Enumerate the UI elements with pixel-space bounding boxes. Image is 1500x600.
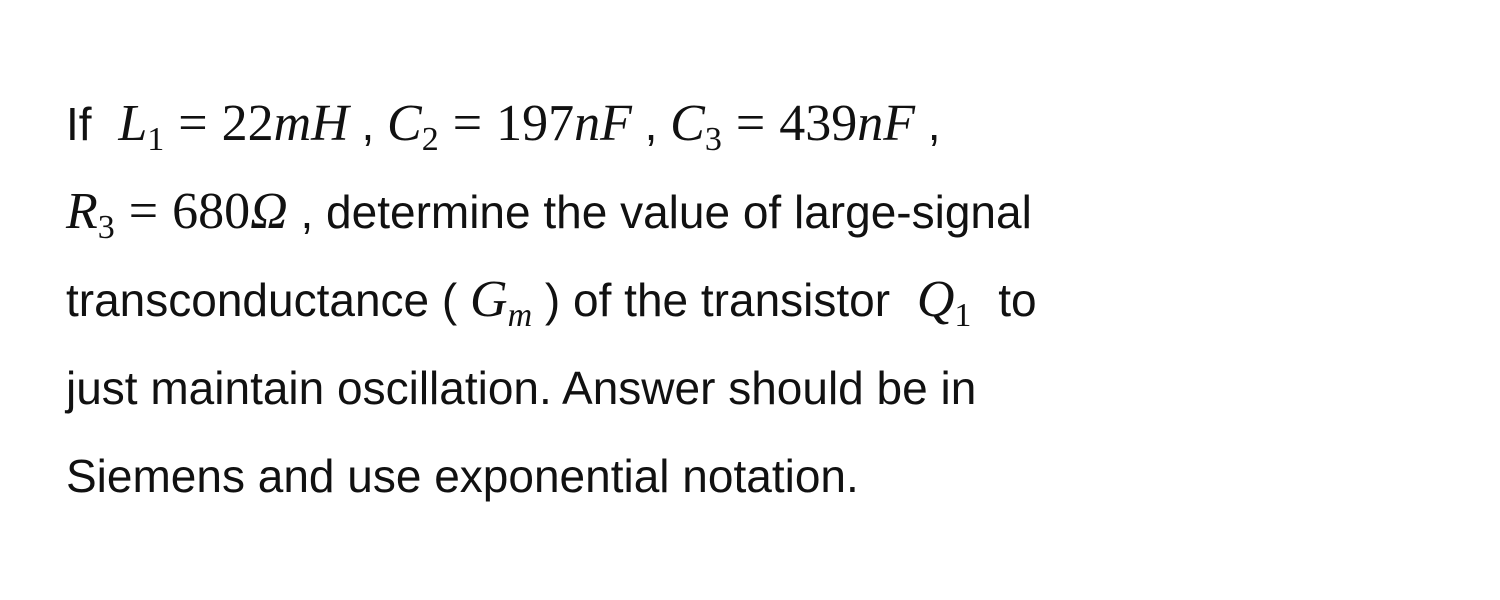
question-text <box>66 80 1446 520</box>
l1-unit: mH <box>273 95 349 152</box>
equals-sign: = <box>178 95 208 152</box>
text-of-transistor: ) of the transistor <box>544 274 891 326</box>
r3-equation <box>66 183 288 246</box>
l1-symbol: L <box>118 95 148 152</box>
question-line-4: just maintain oscillation. Answer should be in <box>66 362 977 414</box>
c3-symbol: C <box>670 95 705 152</box>
gm-subscript: m <box>507 297 533 334</box>
c3-equation <box>670 95 915 158</box>
q1-symbol-group <box>916 271 972 334</box>
comma: , <box>361 98 375 150</box>
word-if: If <box>66 98 92 150</box>
c2-symbol: C <box>387 95 422 152</box>
gm-symbol-group <box>470 271 533 334</box>
c3-subscript: 3 <box>704 121 722 158</box>
l1-value: 22 <box>221 95 274 152</box>
c3-unit: nF <box>857 95 915 152</box>
text-determine: , determine the value of large-signal <box>300 186 1032 238</box>
text-transconductance: transconductance ( <box>66 274 458 326</box>
comma: , <box>644 98 658 150</box>
l1-subscript: 1 <box>147 121 165 158</box>
r3-subscript: 3 <box>97 209 115 246</box>
question-line-3 <box>66 256 1446 344</box>
equals-sign: = <box>128 183 159 240</box>
text-to: to <box>998 274 1037 326</box>
equals-sign: = <box>735 95 766 152</box>
c3-value: 439 <box>779 95 858 152</box>
question-line-1 <box>66 80 1446 168</box>
q1-symbol: Q <box>916 271 955 328</box>
equals-sign: = <box>452 95 483 152</box>
c2-subscript: 2 <box>421 121 439 158</box>
c2-equation <box>387 95 632 158</box>
q1-subscript: 1 <box>954 297 972 334</box>
question-line-5: Siemens and use exponential notation. <box>66 450 859 502</box>
question-line-2 <box>66 168 1446 256</box>
c2-unit: nF <box>574 95 632 152</box>
comma: , <box>927 98 941 150</box>
r3-value: 680 <box>172 183 251 240</box>
c2-value: 197 <box>496 95 575 152</box>
r3-symbol: R <box>66 183 98 240</box>
l1-equation <box>118 95 349 158</box>
gm-symbol: G <box>470 271 508 328</box>
r3-unit: Ω <box>250 183 288 240</box>
